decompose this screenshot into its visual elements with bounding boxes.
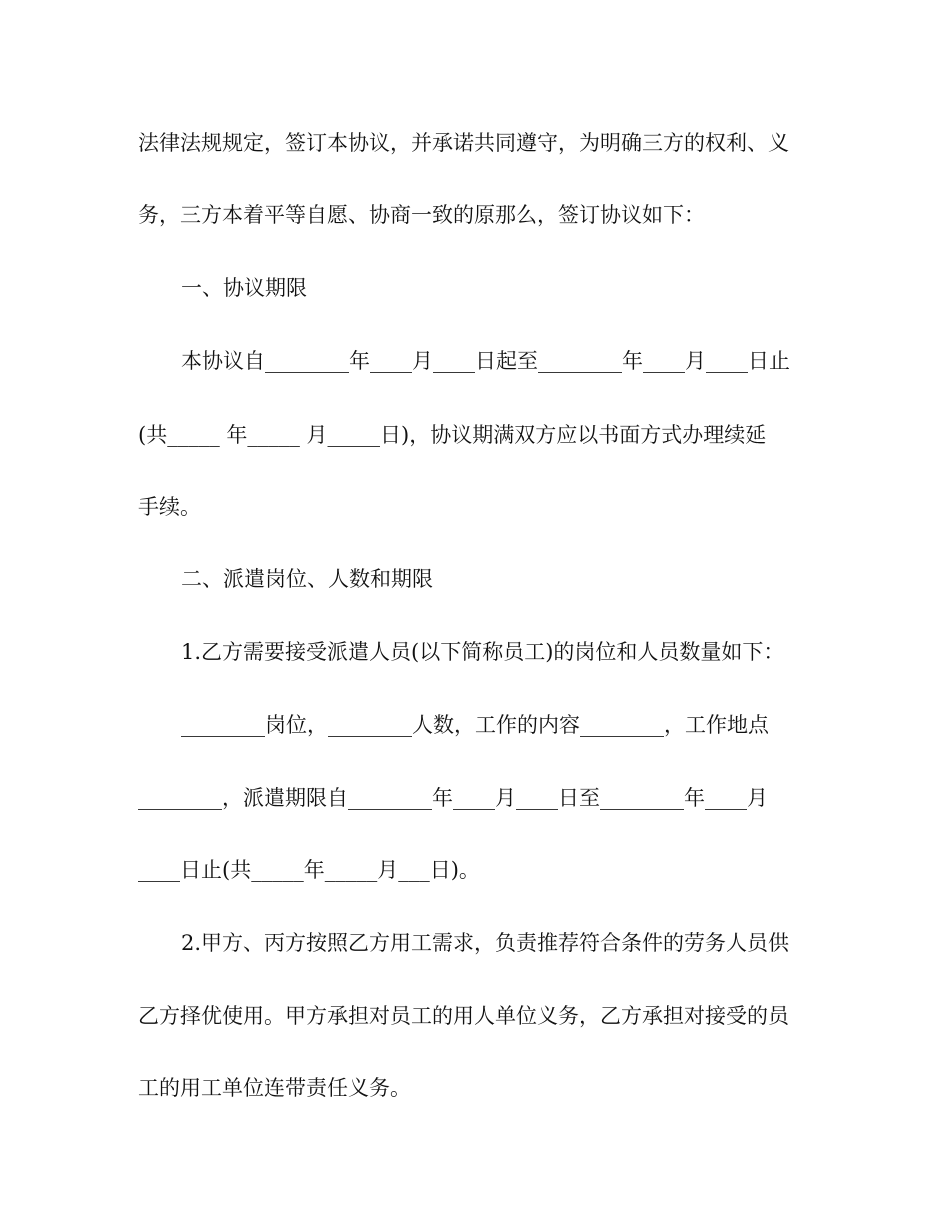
paragraph-line: 务，三方本着平等自愿、协商一致的原那么，签订协议如下： (138, 203, 705, 227)
paragraph-line: 本协议自________年____月____日起至________年____月____日止 (181, 349, 790, 373)
clause-2-line: 乙方择优使用。甲方承担对员工的用人单位义务，乙方承担对接受的员 (138, 1004, 789, 1028)
clause-2-line: 2.甲方、丙方按照乙方用工需求，负责推荐符合条件的劳务人员供 (181, 931, 790, 955)
clause-1-line: ________，派遣期限自________年____月____日至________年____月 (138, 786, 768, 810)
clause-1-line: ____日止(共_____年_____月___日)。 (138, 858, 480, 882)
paragraph-line: (共_____ 年_____ 月_____日)，协议期满双方应以书面方式办理续延 (138, 423, 767, 447)
section-heading-positions: 二、派遣岗位、人数和期限 (181, 567, 433, 591)
section-heading-term: 一、协议期限 (181, 276, 307, 300)
clause-1-line: ________岗位，________人数，工作的内容________，工作地点 (181, 713, 769, 737)
clause-2-line: 工的用工单位连带责任义务。 (138, 1076, 411, 1100)
paragraph-line: 手续。 (138, 495, 201, 519)
paragraph-line: 法律法规规定，签订本协议，并承诺共同遵守，为明确三方的权利、义 (138, 131, 789, 155)
clause-1-line: 1.乙方需要接受派遣人员(以下简称员工)的岗位和人员数量如下： (181, 640, 785, 664)
